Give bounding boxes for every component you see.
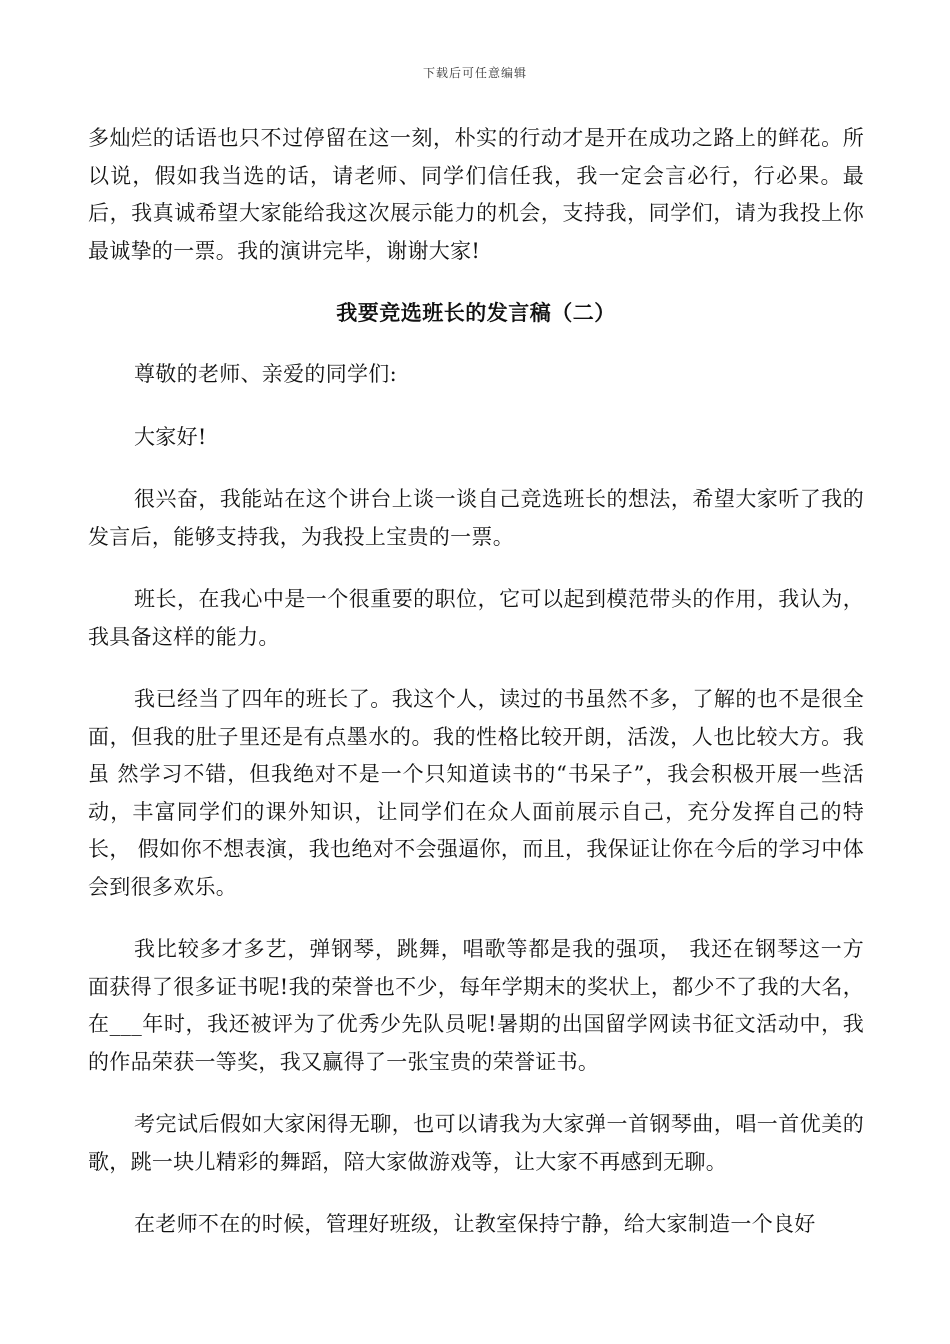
section-title: 我要竞选班长的发言稿（二） bbox=[336, 300, 616, 325]
body-paragraph: 我比较多才多艺，弹钢琴，跳舞，唱歌等都是我的强项， 我还在钢琴这一方面获得了很多证书呢!我的荣誉也不少，每年学期末的奖状上，都少不了我的大名，在___年时，我还被评为了优秀少先队员呢!暑期的出国留学网读书征文活动中，我的作品荣获一等奖，我又赢得了一张宝贵的荣誉证书。 bbox=[88, 937, 864, 1074]
body-paragraph: 在老师不在的时候，管理好班级，让教室保持宁静，给大家制造一个良好 bbox=[134, 1212, 816, 1236]
body-paragraph: 考完试后假如大家闲得无聊，也可以请我为大家弹一首钢琴曲，唱一首优美的歌，跳一块儿精彩的舞蹈，陪大家做游戏等，让大家不再感到无聊。 bbox=[88, 1112, 864, 1174]
continuation-paragraph: 多灿烂的话语也只不过停留在这一刻，朴实的行动才是开在成功之路上的鲜花。所以说，假如我当选的话，请老师、同学们信任我，我一定会言必行，行必果。最后，我真诚希望大家能给我这次展示能力的机会，支持我，同学们，请为我投上你最诚挚的一票。我的演讲完毕，谢谢大家! bbox=[88, 126, 864, 263]
body-paragraph: 我已经当了四年的班长了。我这个人，读过的书虽然不多，了解的也不是很全面，但我的肚子里还是有点墨水的。我的性格比较开朗，活泼，人也比较大方。我虽 然学习不错，但我绝对不是一个只知道读书的“书呆子”，我会积极开展一些活动，丰富同学们的课外知识，让同学们在众人面前展示自己，充分发挥自己的特长， 假如你不想表演，我也绝对不会强逼你，而且，我保证让你在今后的学习中体会到很多欢乐。 bbox=[88, 687, 864, 899]
greeting-paragraph: 大家好! bbox=[134, 424, 207, 449]
body-paragraph: 班长，在我心中是一个很重要的职位，它可以起到模范带头的作用，我认为，我具备这样的能力。 bbox=[88, 587, 864, 649]
page-header-note: 下载后可任意编辑 bbox=[422, 66, 527, 80]
body-paragraph: 很兴奋，我能站在这个讲台上谈一谈自己竞选班长的想法，希望大家听了我的发言后，能够支持我，为我投上宝贵的一票。 bbox=[88, 487, 864, 549]
salutation-paragraph: 尊敬的老师、亲爱的同学们: bbox=[134, 362, 397, 386]
document-body bbox=[88, 120, 864, 1244]
